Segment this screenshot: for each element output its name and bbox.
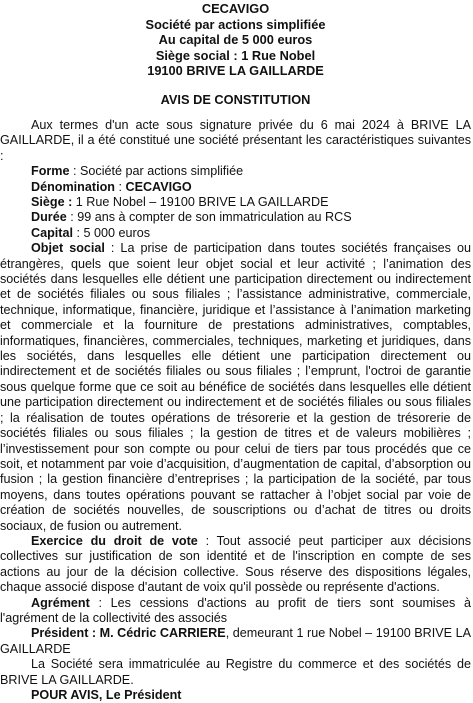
intro-paragraph: Aux termes d'un acte sous signature privée du 6 mai 2024 à BRIVE LA GAILLARDE, il a été constitué une société présentant les caractéristiques suivantes : xyxy=(0,117,471,163)
company-city: 19100 BRIVE LA GAILLARDE xyxy=(147,63,324,79)
field-duree xyxy=(0,210,471,225)
closing-text: POUR AVIS, Le Président xyxy=(31,688,182,702)
siege-value: 1 Rue Nobel – 19100 BRIVE LA GAILLARDE xyxy=(72,195,329,209)
president-label: Président : M. Cédric CARRIERE xyxy=(31,626,226,641)
capital-label: Capital xyxy=(31,225,73,240)
legal-notice-page xyxy=(0,1,473,702)
agrement-label: Agrément xyxy=(31,595,90,610)
notice-body xyxy=(0,118,471,703)
objet-label: Objet social xyxy=(31,241,105,256)
duree-label: Durée xyxy=(31,210,67,225)
company-capital: Au capital de 5 000 euros xyxy=(158,32,313,48)
siege-label: Siège : xyxy=(31,195,73,209)
vote-paragraph xyxy=(0,534,471,596)
company-form: Société par actions simplifiée xyxy=(145,16,326,32)
vote-text: : Tout associé peut participer aux décisions collectives sur justification de son identité et de l'inscription en compte de ses actions au jour de la décision collective. Sous réserve des dispositions légales, chaque associé dispose d'autant de voix qu'il possède ou représente d'actions. xyxy=(0,533,471,595)
agrement-text: : Les cessions d'actions au profit de tiers sont soumises à l'agrément de la collectivité des associés xyxy=(0,595,471,625)
field-forme xyxy=(0,164,471,179)
agrement-paragraph xyxy=(0,596,471,627)
company-seat: Siège social : 1 Rue Nobel xyxy=(155,47,316,63)
forme-label: Forme xyxy=(31,164,70,179)
company-name: CECAVIGO xyxy=(201,1,270,16)
president-paragraph xyxy=(0,626,471,657)
duree-value: : 99 ans à compter de son immatriculation au RCS xyxy=(66,210,352,225)
registration-paragraph: La Société sera immatriculée au Registre du commerce et des sociétés de BRIVE LA GAILLARDE. xyxy=(0,657,471,687)
field-capital xyxy=(0,226,471,241)
denomination-value: CECAVIGO xyxy=(125,179,192,194)
denomination-sep: : xyxy=(114,179,126,194)
field-siege xyxy=(0,195,471,210)
vote-label: Exercice du droit de vote xyxy=(31,533,198,548)
objet-paragraph xyxy=(0,241,471,534)
company-header xyxy=(0,1,471,79)
objet-text: : La prise de participation dans toutes sociétés françaises ou étrangères, quels que soient leur objet social et leur activité ; l’animation des sociétés dans lesquelles elle détient une participation directement ou indirectement et de sociétés filiales ou sous filiales ; l’assistance administrative, commerciale, technique, informatique, financière, juridique et l’assistance à l’animation marketing et commerciale et la fourniture de prestations administratives, comptables, informatiques, financières, commerciales, techniques, marketing et juridiques, dans les sociétés, dans lesquelles elle détient une participation directement ou indirectement et de sociétés filiales ou sous filiales ; l’emprunt, l'octroi de garantie sous quelque forme que ce soit au bénéfice de sociétés dans lesquelles elle détient une participation directement ou indirectement et de sociétés filiales ou sous filiales ; la réalisation de toutes opérations de trésorerie et la gestion de trésorerie de sociétés filiales ou sous filiales ; la gestion de titres et de valeurs mobilières ; l’investissement pour son compte ou pour celui de tiers par tous procédés que ce soit, et notamment par voie d’acquisition, d’augmentation de capital, d’absorption ou fusion ; la gestion financière d’entreprises ; la participation de la société, par tous moyens, dans toutes opérations pouvant se rattacher à l’objet social par voie de création de sociétés nouvelles, de souscriptions ou d’achat de titres ou droits sociaux, de fusion ou autrement. xyxy=(0,241,471,533)
notice-title: AVIS DE CONSTITUTION xyxy=(160,91,311,107)
closing-signature xyxy=(0,688,471,703)
field-denomination xyxy=(0,180,471,195)
denomination-label: Dénomination xyxy=(31,179,115,194)
forme-value: : Société par actions simplifiée xyxy=(69,164,244,179)
capital-value: : 5 000 euros xyxy=(73,225,151,240)
president-text: , demeurant 1 rue Nobel – 19100 BRIVE LA GAILLARDE xyxy=(0,626,471,656)
